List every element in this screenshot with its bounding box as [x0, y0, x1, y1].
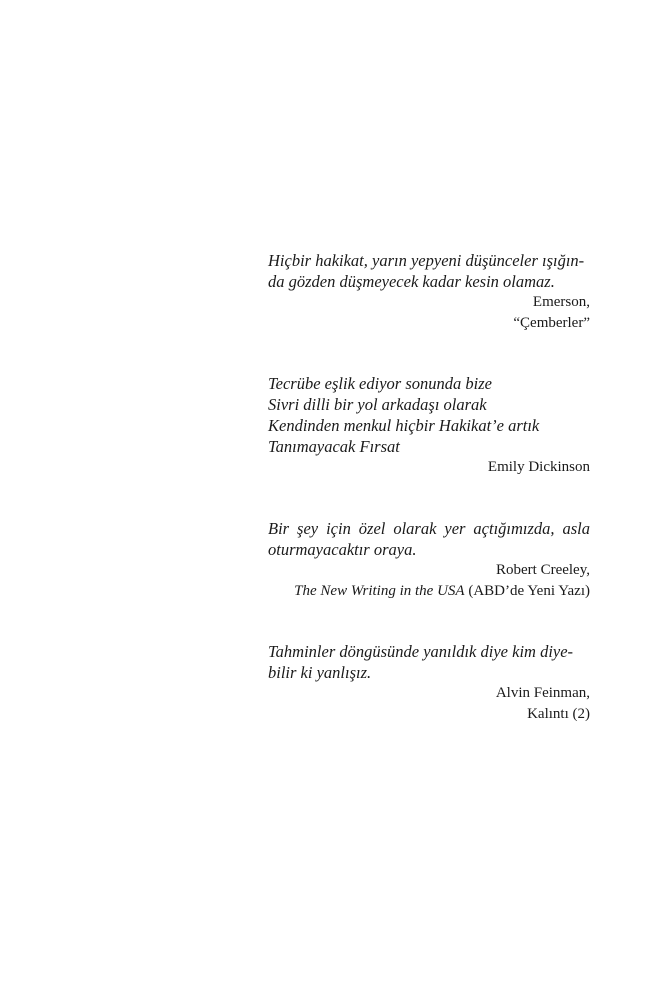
epigraph-dickinson	[268, 373, 590, 478]
quote-word: özel	[358, 519, 386, 538]
quote-word: şey	[297, 519, 319, 538]
quote-line: Tahminler döngüsünde yanıldık diye kim diye-	[268, 642, 574, 661]
attribution-author: Robert Creeley,	[496, 562, 590, 578]
quote-line: Kendinden menkul hiçbir Hakikat’e artık	[268, 416, 540, 435]
epigraph-emerson	[268, 250, 590, 334]
attribution-author: Emily Dickinson	[487, 459, 590, 475]
quote-line: oturmayacaktır oraya.	[268, 540, 417, 559]
quote-line: Tecrübe eşlik ediyor sonunda bize	[268, 374, 492, 393]
attribution-author: Emerson,	[532, 294, 590, 310]
quote-line: Tanımayacak Fırsat	[268, 437, 400, 456]
quote-word: olarak	[393, 519, 437, 538]
quote-word: asla	[562, 519, 590, 538]
quote-line: Sivri dilli bir yol arkadaşı olarak	[268, 395, 487, 414]
attribution-title: The New Writing in the USA	[294, 583, 465, 599]
attribution-source: Kalıntı (2)	[527, 706, 590, 722]
epigraph-creeley	[268, 518, 590, 602]
epigraph-feinman	[268, 641, 590, 725]
attribution-author: Alvin Feinman,	[495, 685, 590, 701]
quote-line: da gözden düşmeyecek kadar kesin olamaz.	[268, 272, 555, 291]
quote-word: yer	[444, 519, 466, 538]
attribution-source: “Çemberler”	[513, 315, 590, 331]
attribution-source	[268, 581, 590, 602]
quote-word: Bir	[268, 519, 290, 538]
quote-word: açtığımızda,	[473, 519, 555, 538]
quote-line: Hiçbir hakikat, yarın yepyeni düşünceler ışığın-	[268, 251, 585, 270]
quote-line-justified	[268, 518, 590, 539]
quote-word: için	[326, 519, 351, 538]
attribution-title-translation: (ABD’de Yeni Yazı)	[464, 583, 590, 599]
quote-line: bilir ki yanlışız.	[268, 663, 372, 682]
